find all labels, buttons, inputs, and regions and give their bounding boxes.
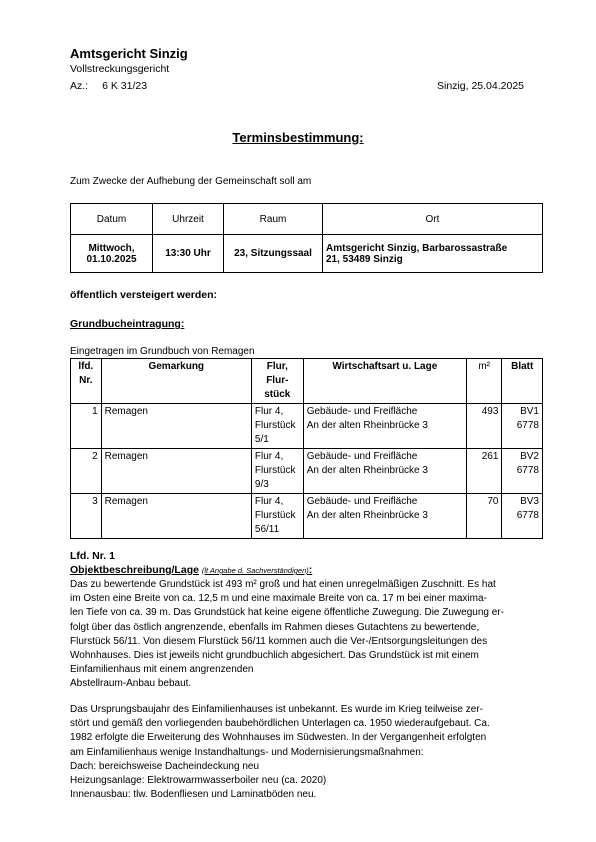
- court-name: Amtsgericht Sinzig: [70, 46, 188, 61]
- row-art-line1: Gebäude- und Freifläche: [306, 496, 418, 507]
- row-blatt-line1: BV1: [520, 406, 539, 417]
- objekt-heading: [70, 564, 312, 576]
- row-nr: 3: [71, 494, 102, 539]
- row-wirtschaftsart: [303, 449, 466, 494]
- row-art-line2: An der alten Rheinbrücke 3: [306, 420, 428, 431]
- header-raum: Raum: [224, 204, 323, 235]
- row-flur-line1: Flur 4,: [254, 496, 284, 507]
- termin-value-row: [71, 235, 543, 273]
- row-flur-line3: 9/3: [254, 479, 269, 490]
- header-ort: Ort: [323, 204, 543, 235]
- header-wirtschaftsart: Wirtschaftsart u. Lage: [303, 359, 466, 404]
- row-flur-line1: Flur 4,: [254, 406, 284, 417]
- row-flur: [251, 404, 303, 449]
- paragraph-line: am Einfamilienhaus wenige Instandhaltungs- und Modernisierungsmaßnahmen:: [70, 746, 424, 758]
- case-number: [70, 80, 147, 92]
- row-blatt-line1: BV2: [520, 451, 539, 462]
- lfd-nr-heading: Lfd. Nr. 1: [70, 550, 115, 562]
- row-art-line2: An der alten Rheinbrücke 3: [306, 510, 428, 521]
- row-nr: 2: [71, 449, 102, 494]
- table-row: [71, 449, 543, 494]
- header-qm: m²: [466, 359, 502, 404]
- termin-uhrzeit: 13:30 Uhr: [153, 235, 224, 273]
- paragraph-line: Innenausbau: tlw. Bodenfliesen und Laminatböden neu.: [70, 789, 317, 801]
- intro-text: Zum Zwecke der Aufhebung der Gemeinschaft soll am: [70, 176, 312, 187]
- row-art-line1: Gebäude- und Freifläche: [306, 451, 418, 462]
- row-qm: 493: [466, 404, 502, 449]
- row-wirtschaftsart: [303, 494, 466, 539]
- case-number-value: 6 K 31/23: [102, 80, 148, 92]
- header-flur: [251, 359, 303, 404]
- paragraph-line: stört und gemäß den vorliegenden baubehördlichen Unterlagen ca. 1950 wiederaufgebaut. Ca.: [70, 718, 490, 730]
- row-blatt: [502, 494, 543, 539]
- termin-table: [70, 203, 543, 273]
- header-lfd-nr-line2: Nr.: [79, 375, 93, 386]
- header-flur-line1: Flur, Flur-: [266, 361, 289, 386]
- paragraph-line: im Osten eine Breite von ca. 12,5 m und eine maximale Breite von ca. 17 m bei einer maxima-: [70, 593, 487, 605]
- header-uhrzeit: Uhrzeit: [153, 204, 224, 235]
- grundbuch-header-row: [71, 359, 543, 404]
- row-gemarkung: Remagen: [101, 449, 251, 494]
- objekt-heading-text: Objektbeschreibung/Lage: [70, 564, 199, 576]
- objekt-heading-colon: :: [308, 564, 313, 576]
- row-flur-line3: 56/11: [254, 524, 280, 535]
- paragraph-line: Wohnhauses. Dies ist jeweils nicht grundbuchlich abgesichert. Das Grundstück ist mit einem: [70, 650, 479, 662]
- case-number-label: Az.:: [70, 80, 89, 92]
- row-flur-line2: Flurstück: [254, 420, 296, 431]
- grundbuch-table: [70, 358, 543, 539]
- row-blatt-line1: BV3: [520, 496, 539, 507]
- termin-raum: 23, Sitzungssaal: [224, 235, 323, 273]
- paragraph-line: Abstellraum-Anbau bebaut.: [70, 678, 192, 690]
- header-flur-line2: stück: [264, 389, 291, 400]
- paragraph-line: 1982 erfolgte die Erweiterung des Wohnhauses im Südwesten. In der Vergangenheit erfolgten: [70, 732, 487, 744]
- paragraph-line: Heizungsanlage: Elektrowarmwasserboiler neu (ca. 2020): [70, 775, 327, 787]
- row-gemarkung: Remagen: [101, 494, 251, 539]
- termin-datum-weekday: Mittwoch,: [88, 242, 135, 254]
- termin-ort: [323, 235, 543, 273]
- termin-ort-line2: 21, 53489 Sinzig: [326, 253, 403, 265]
- place-date: Sinzig, 25.04.2025: [437, 80, 524, 92]
- row-flur: [251, 494, 303, 539]
- court-department: Vollstreckungsgericht: [70, 63, 170, 75]
- row-qm: 70: [466, 494, 502, 539]
- termin-datum-date: 01.10.2025: [86, 253, 137, 265]
- paragraph-line: len Tiefe von ca. 39 m. Das Grundstück hat keine eigene öffentliche Zuwegung. Die Zuwegung er-: [70, 607, 504, 619]
- row-art-line1: Gebäude- und Freifläche: [306, 406, 418, 417]
- row-gemarkung: Remagen: [101, 404, 251, 449]
- paragraph-history: [70, 703, 550, 802]
- row-blatt: [502, 449, 543, 494]
- header-gemarkung: Gemarkung: [101, 359, 251, 404]
- termin-header-row: [71, 204, 543, 235]
- paragraph-line: folgt über das östlich angrenzende, ebenfalls im Rahmen dieses Gutachtens zu bewertende,: [70, 621, 480, 633]
- header-datum: Datum: [71, 204, 153, 235]
- row-flur-line1: Flur 4,: [254, 451, 284, 462]
- row-blatt-line2: 6778: [516, 465, 539, 476]
- paragraph-line: Flurstück 56/11. Von diesem Flurstück 56/11 kommen auch die Ver-/Entsorgungsleitungen des: [70, 635, 488, 647]
- row-blatt-line2: 6778: [516, 420, 539, 431]
- objekt-heading-note: (lt Angabe d. Sachverständigen): [201, 566, 309, 575]
- row-wirtschaftsart: [303, 404, 466, 449]
- row-blatt: [502, 404, 543, 449]
- header-lfd-nr-line1: lfd.: [78, 361, 94, 372]
- row-flur-line3: 5/1: [254, 434, 269, 445]
- paragraph-line: Einfamilienhaus mit einem angrenzenden: [70, 664, 254, 676]
- row-blatt-line2: 6778: [516, 510, 539, 521]
- termin-ort-line1: Amtsgericht Sinzig, Barbarossastraße: [326, 242, 508, 254]
- table-row: [71, 404, 543, 449]
- document-title: Terminsbestimmung:: [232, 130, 364, 145]
- row-flur-line2: Flurstück: [254, 510, 296, 521]
- row-flur-line2: Flurstück: [254, 465, 296, 476]
- row-art-line2: An der alten Rheinbrücke 3: [306, 465, 428, 476]
- paragraph-description: [70, 578, 550, 692]
- paragraph-line: Dach: bereichsweise Dacheindeckung neu: [70, 760, 260, 772]
- paragraph-line: Das zu bewertende Grundstück ist 493 m² groß und hat einen unregelmäßigen Zuschnitt. Es hat: [70, 579, 496, 590]
- table-row: [71, 494, 543, 539]
- register-text: Eingetragen im Grundbuch von Remagen: [70, 346, 255, 357]
- termin-datum: [71, 235, 153, 273]
- row-nr: 1: [71, 404, 102, 449]
- header-blatt: Blatt: [502, 359, 543, 404]
- paragraph-line: Das Ursprungsbaujahr des Einfamilienhauses ist unbekannt. Es wurde im Krieg teilweise zer-: [70, 704, 483, 715]
- header-lfd-nr: [71, 359, 102, 404]
- auction-statement: öffentlich versteigert werden:: [70, 289, 218, 301]
- grundbuch-heading: Grundbucheintragung:: [70, 318, 185, 330]
- row-flur: [251, 449, 303, 494]
- row-qm: 261: [466, 449, 502, 494]
